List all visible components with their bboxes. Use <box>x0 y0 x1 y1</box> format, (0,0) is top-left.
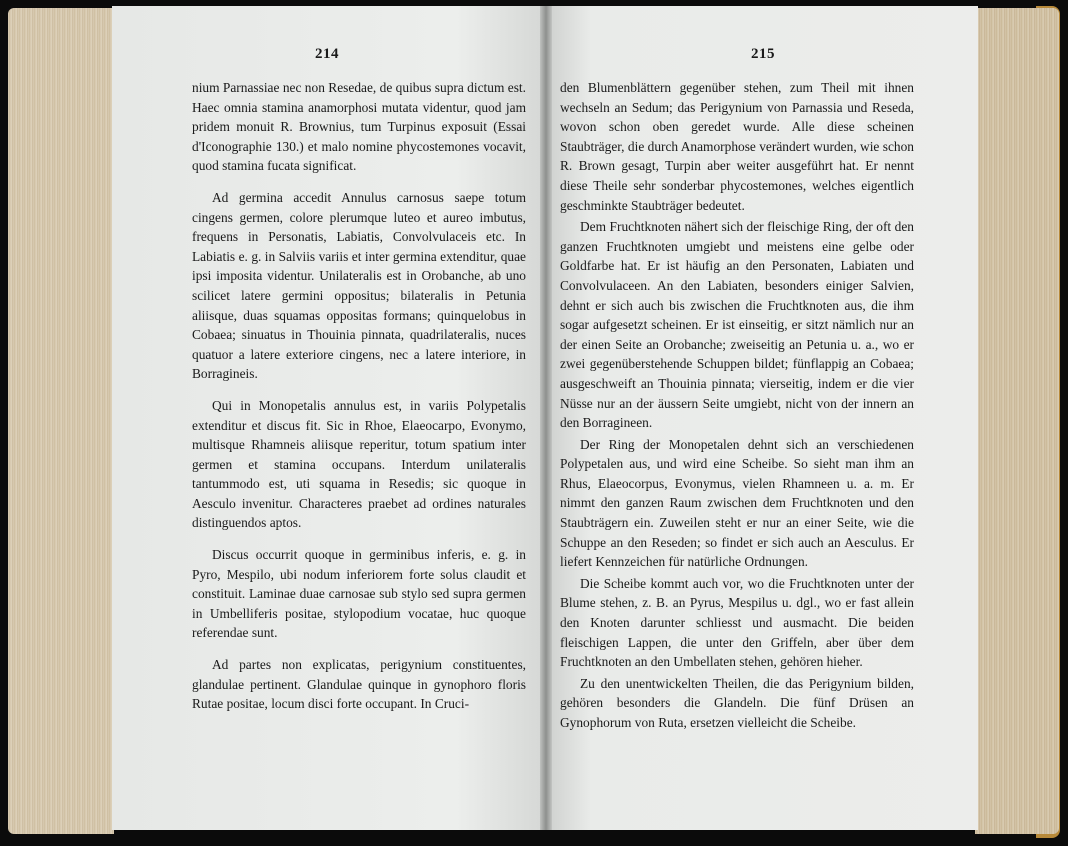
left-paragraph-4: Discus occurrit quoque in germinibus inferis, e. g. in Pyro, Mespilo, ubi nodum inferiorem forte solus claudit et constituit. Laminae duae carnosae sub stylo sed supra germen in Umbelliferis positae, stylopodium vocatae, huc quoque referendae sunt. <box>192 547 526 641</box>
right-paragraph-2: Dem Fruchtknoten nähert sich der fleischige Ring, der oft den ganzen Fruchtknoten umgiebt und meistens eine gelbe oder Goldfarbe hat. Er ist häufig an den Personaten, Labiaten und Convolvulaceen. An den Labiaten, besonders einiger Salvien, dehnt er sich auch bis zwischen die Fruchtknoten aus, die ihm sogar aufgesetzt scheinen. Er ist einseitig, er sitzt nämlich nur an der einen Seite an Orobanche; zweiseitig an Petunia u. a., wo er zwei gegenüberstehende Schuppen bildet; fünflappig an Cobaea; ausgeschweift an Thouinia pinnata; vierseitig, indem er die vier Nüsse nur an der äussern Seite umgiebt, nicht von der innern an den Borragineen. <box>560 219 914 431</box>
left-paragraph-2: Ad germina accedit Annulus carnosus saepe totum cingens germen, colore plerumque luteo et aureo imbutus, frequens in Personatis, Labiatis, Convolvulaceis etc. In Labiatis e. g. in Salviis variis et inter germina extenditur, quae ipsi imposita videntur. Unilateralis est in Orobanche, ab uno scilicet latere germini oppositus; bilateralis in Petunia aliisque, duas squamas oppositas formans; quinquelobus in Cobaea; sinuatus in Thouinia pinnata, quadrilateralis, nuces quatuor a latere exteriore cingens, nec a latere interiore, in Borragineis. <box>192 189 526 382</box>
left-paragraph-3: Qui in Monopetalis annulus est, in variis Polypetalis extenditur et discus fit. Sic in Rhoe, Elaeocarpo, Evonymo, multisque Rhamneis aliisque reperitur, totum spatium inter germen et stamina occupans. Interdum unilateralis tantummodo est, uti squama in Resedis; sic quoque in Aesculo invenitur. Characteres praebet ad ordines naturales distinguendos aptos. <box>192 397 526 531</box>
left-paragraph-5: Ad partes non explicatas, perigynium constituentes, glandulae pertinent. Glandulae quinque in gynophoro floris Rutae positae, locum disci forte occupant. In Cruci- <box>192 657 526 712</box>
right-page-edges <box>975 8 1059 834</box>
left-page <box>112 6 542 830</box>
left-page-edges <box>8 8 114 834</box>
right-paragraph-5: Zu den unentwickelten Theilen, die das Perigynium bilden, gehören besonders die Glandeln. Die fünf Drüsen an Gynophorum von Ruta, ersetzen vielleicht die Scheibe. <box>560 675 914 730</box>
right-paragraph-4: Die Scheibe kommt auch vor, wo die Fruchtknoten unter der Blume stehen, z. B. an Pyrus, Mespilus u. dgl., wo er fast allein den Knoten darunter schliesst und ausmacht. Die beiden fleischigen Lappen, die unter den Griffeln, aber über dem Fruchtknoten an den Umbellaten stehen, gehören hieher. <box>560 575 914 670</box>
book-gutter <box>540 6 552 830</box>
left-paragraph-1: nium Parnassiae nec non Resedae, de quibus supra dictum est. Haec omnia stamina anamorphosi mutata videntur, quod jam pridem monuit R. Brownius, tum Turpinus exposuit (Essai d'Iconographie 130.) et malo nomine phycostemones vocavit, quod stamina fucata significat. <box>192 80 526 174</box>
right-paragraph-3: Der Ring der Monopetalen dehnt sich an verschiedenen Polypetalen aus, und wird eine Scheibe. So sieht man ihm an Rhus, Elaeocorpus, Evonymus, vielen Rhamneen u. a. m. Er nimmt den ganzen Raum zwischen dem Fruchtknoten und den Staubträgern ein. Zuweilen steht er nur an einer Seite, wie die Schuppe an den Reseden; so findet er sich auch an Aesculus. Er liefert Kennzeichen für natürliche Ordnungen. <box>560 436 914 570</box>
right-page-text <box>560 78 914 735</box>
right-paragraph-1: den Blumenblättern gegenüber stehen, zum Theil mit ihnen wechseln an Sedum; das Perigynium von Parnassia und Reseda, wovon schon oben geredet wurde. Alle diese scheinen Staubträger, die durch Anamorphose verändert wurden, wie schon R. Brown gesagt, Turpin aber weiter ausgeführt hat. Er nennt diese Theile sehr sonderbar phycostemones, welches eigentlich geschminkte Staubträger bedeutet. <box>560 80 914 213</box>
left-page-text <box>192 78 526 726</box>
left-page-number: 214 <box>315 46 339 62</box>
right-page-number: 215 <box>751 46 775 62</box>
right-page <box>548 6 978 830</box>
